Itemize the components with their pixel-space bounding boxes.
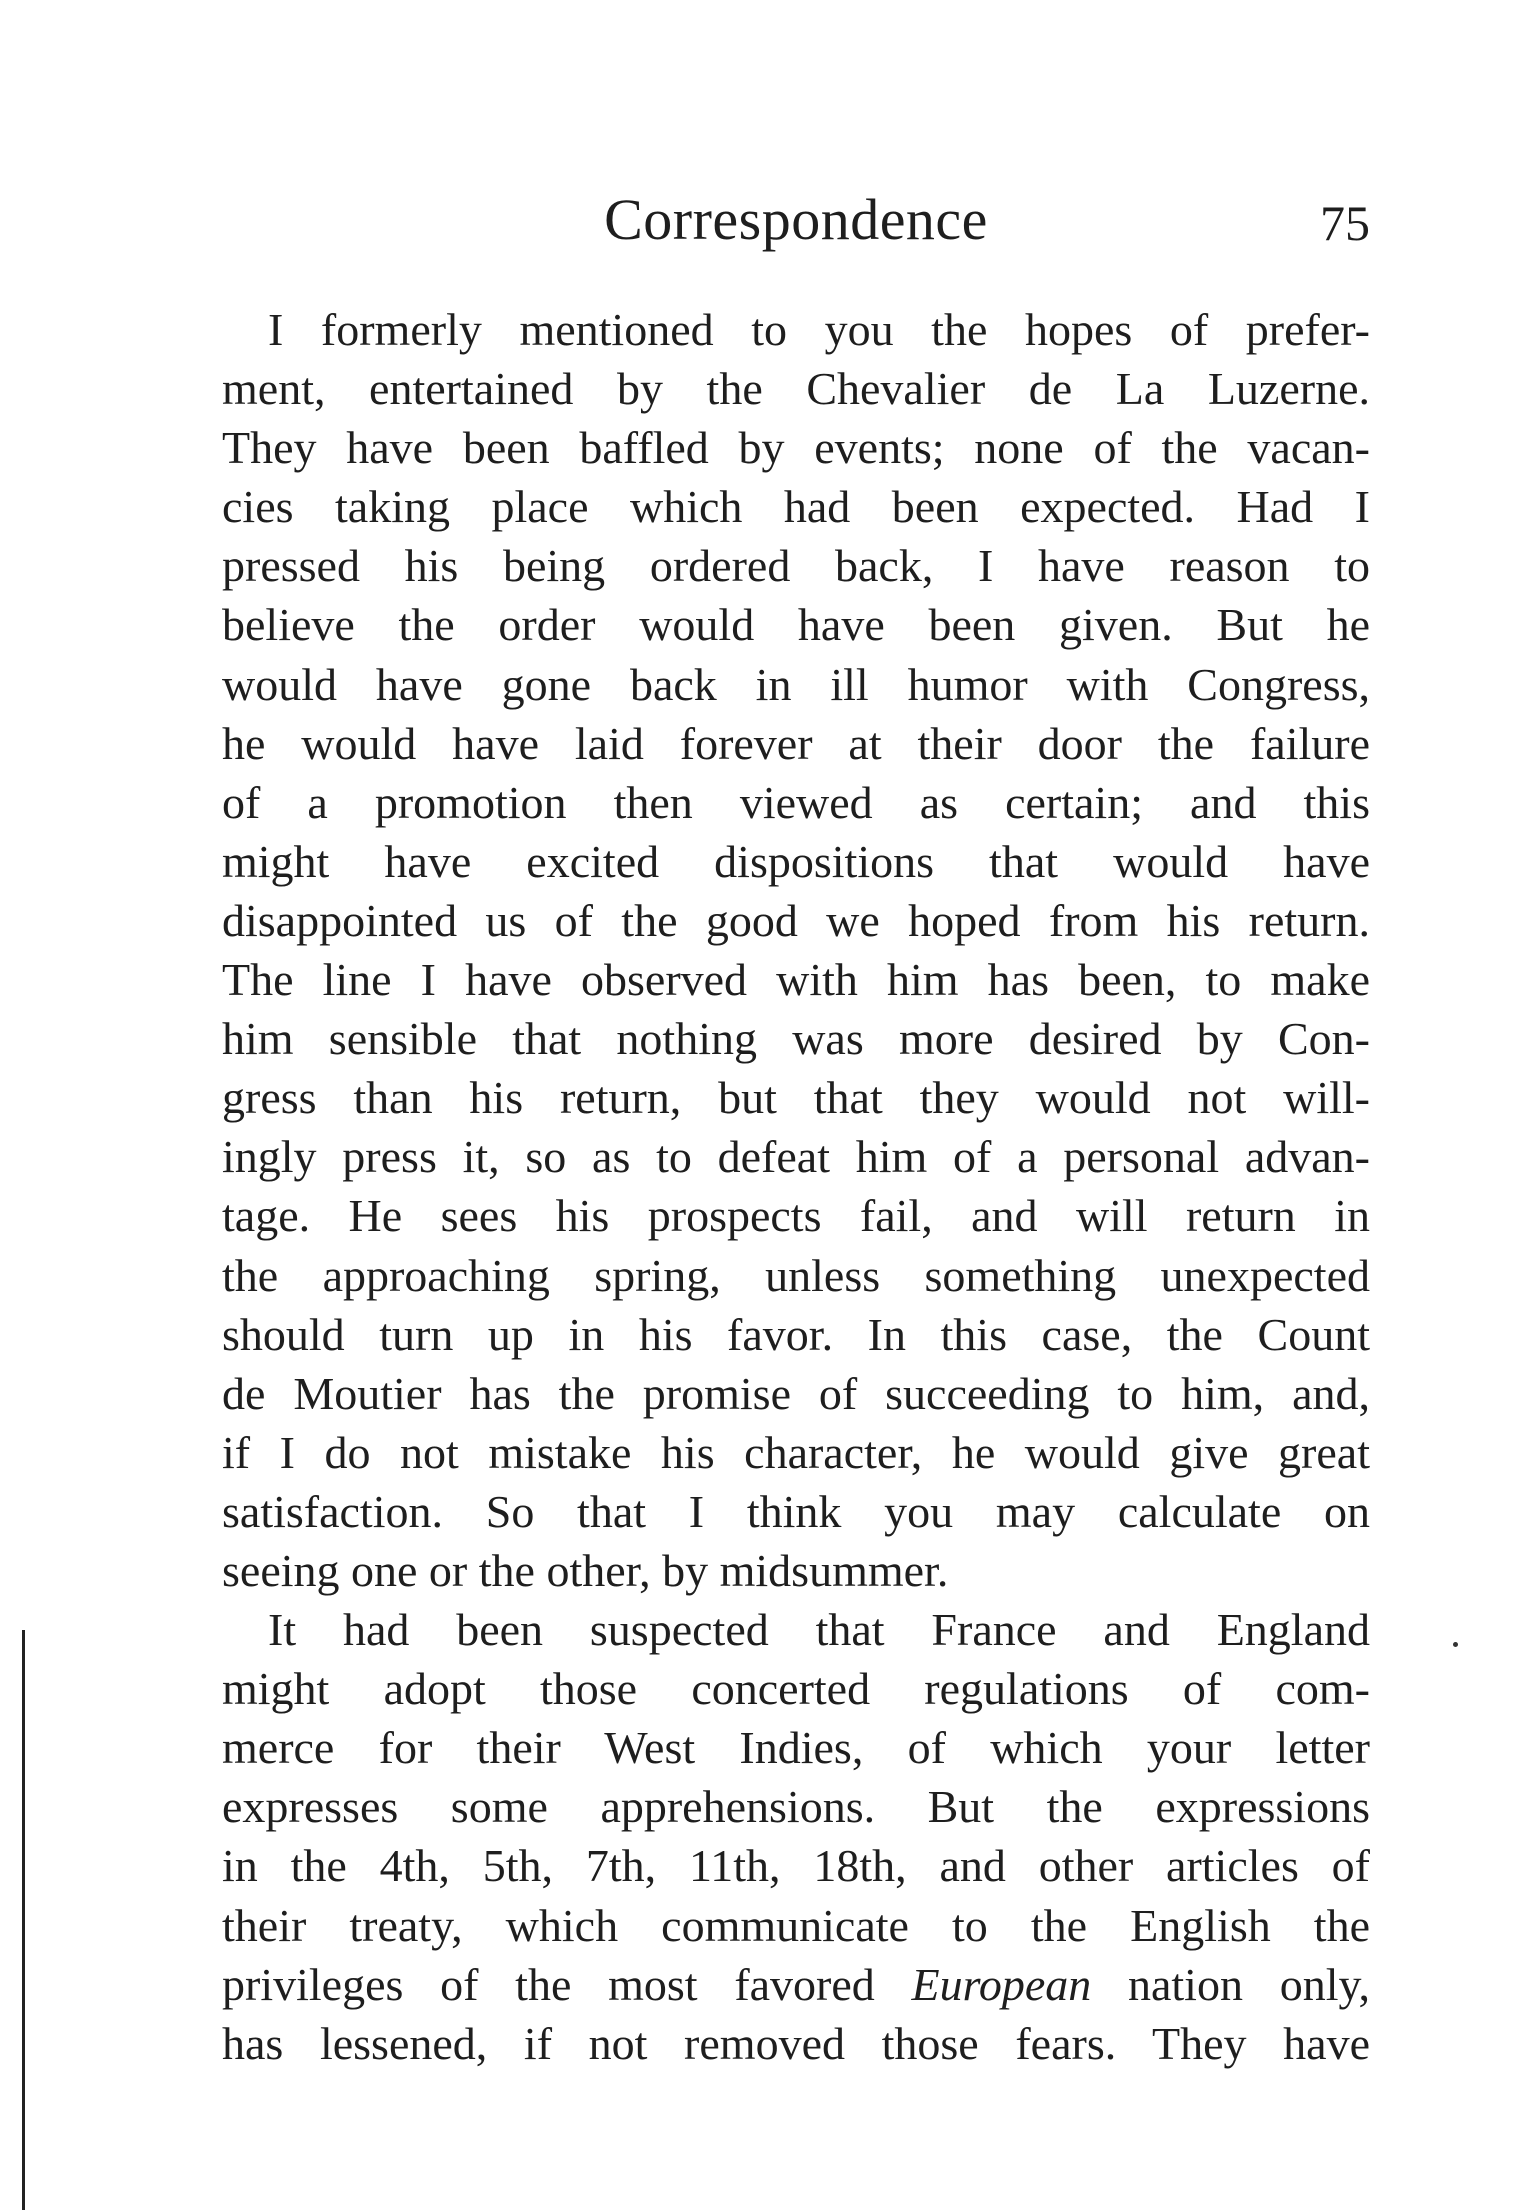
text-line: merce for their West Indies, of which your letter	[222, 1722, 1370, 1774]
text-line: in the 4th, 5th, 7th, 11th, 18th, and other articles of	[222, 1840, 1370, 1892]
text-line: seeing one or the other, by midsummer.	[222, 1544, 949, 1596]
text-line: pressed his being ordered back, I have reason to	[222, 540, 1370, 592]
text-line: cies taking place which had been expected. Had I	[222, 481, 1370, 533]
text-line: gress than his return, but that they would not will-	[222, 1072, 1370, 1124]
text-line emphasis-line: privileges of the most favored European nation only,	[222, 1958, 1370, 2010]
text-line: of a promotion then viewed as certain; and this	[222, 776, 1370, 828]
text-line: expresses some apprehensions. But the expressions	[222, 1781, 1370, 1833]
text-line: he would have laid forever at their door the failure	[222, 717, 1370, 769]
running-head	[222, 180, 1370, 260]
text-line: The line I have observed with him has been, to make	[222, 954, 1370, 1006]
text-line: their treaty, which communicate to the English the	[222, 1899, 1370, 1951]
text-line: It had been suspected that France and England	[268, 1604, 1370, 1656]
text-line: might have excited dispositions that would have	[222, 835, 1370, 887]
text-line: ment, entertained by the Chevalier de La Luzerne.	[222, 363, 1370, 415]
text-line: de Moutier has the promise of succeeding to him, and,	[222, 1367, 1370, 1419]
text-line: satisfaction. So that I think you may calculate on	[222, 1485, 1370, 1537]
text-line: disappointed us of the good we hoped from his return.	[222, 894, 1370, 946]
paragraph-1	[222, 300, 1370, 1600]
text-line: the approaching spring, unless something unexpected	[222, 1249, 1370, 1301]
running-title: Correspondence	[604, 187, 988, 252]
text-line: should turn up in his favor. In this case, the Count	[222, 1308, 1370, 1360]
text-line: believe the order would have been given. But he	[222, 599, 1370, 651]
page-number: 75	[1320, 195, 1370, 251]
text-line: They have been baffled by events; none of the vacan-	[222, 422, 1370, 474]
margin-rule	[22, 1630, 25, 2210]
text-line: would have gone back in ill humor with Congress,	[222, 658, 1370, 710]
text-line: if I do not mistake his character, he would give great	[222, 1426, 1370, 1478]
text-line: I formerly mentioned to you the hopes of prefer-	[268, 304, 1370, 355]
text-line: might adopt those concerted regulations of com-	[222, 1663, 1370, 1715]
emphasized-word: European	[911, 1958, 1092, 2010]
text-line: has lessened, if not removed those fears. They have	[222, 2017, 1370, 2069]
text-line: him sensible that nothing was more desired by Con-	[222, 1013, 1370, 1065]
text-line: ingly press it, so as to defeat him of a personal advan-	[222, 1131, 1370, 1183]
paragraph-2	[222, 1600, 1370, 2073]
ink-speck	[1453, 1642, 1458, 1647]
body-text	[222, 300, 1370, 2073]
text-line: tage. He sees his prospects fail, and will return in	[222, 1190, 1370, 1242]
